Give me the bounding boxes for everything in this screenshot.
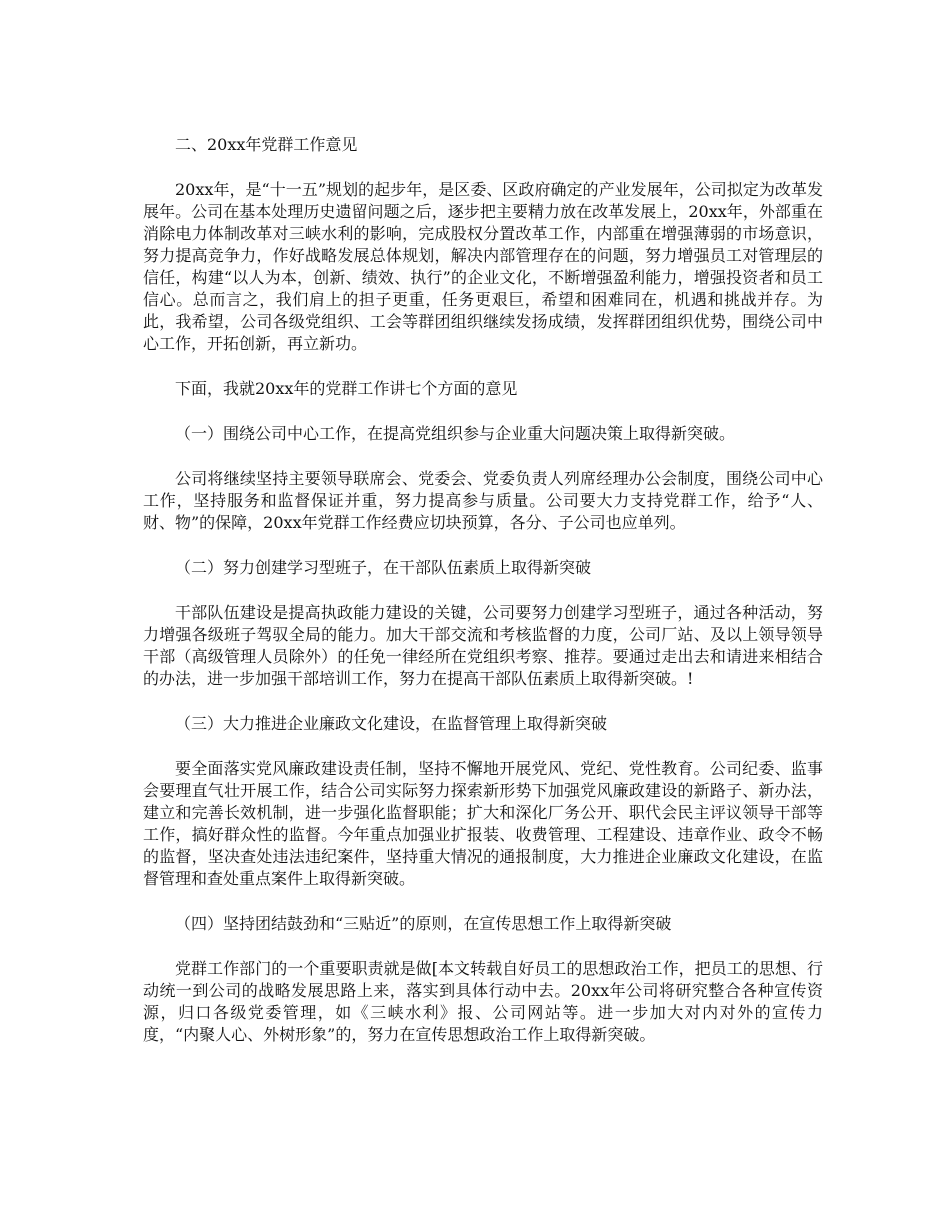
intro-line: 下面，我就20xx年的党群工作讲七个方面的意见 [175, 379, 518, 398]
section-heading: 二、20xx年党群工作意见 [175, 135, 358, 154]
subsection-heading-4: （四）坚持团结鼓劲和“三贴近”的原则，在宣传思想工作上取得新突破 [175, 914, 672, 933]
body-paragraph: 党群工作部门的一个重要职责就是做[本文转载自好员工的思想政治工作，把员工的思想、行动统一到公司的战略发展思路上来，落实到具体行动中去。20xx年公司将研究整合各种宣传资源，归口各级党委管理，如《三峡水利》报、公司网站等。进一步加大对内对外的宣传力度，“内聚人心、外树形象”的，努力在宣传思想政治工作上取得新突破。 [143, 959, 823, 1044]
body-paragraph: 要全面落实党风廉政建设责任制，坚持不懈地开展党风、党纪、党性教育。公司纪委、监事会要理直气壮开展工作，结合公司实际努力探索新形势下加强党风廉政建设的新路子、新办法，建立和完善长效机制，进一步强化监督职能；扩大和深化厂务公开、职代会民主评议领导干部等工作，搞好群众性的监督。今年重点加强业扩报装、收费管理、工程建设、违章作业、政令不畅的监督，坚决查处违法违纪案件，坚持重大情况的通报制度，大力推进企业廉政文化建设，在监督管理和查处重点案件上取得新突破。 [143, 759, 823, 888]
subsection-heading-3: （三）大力推进企业廉政文化建设，在监督管理上取得新突破 [175, 714, 608, 733]
subsection-heading-1: （一）围绕公司中心工作，在提高党组织参与企业重大问题决策上取得新突破。 [175, 424, 736, 443]
body-paragraph: 20xx年，是“十一五”规划的起步年，是区委、区政府确定的产业发展年，公司拟定为改革发展年。公司在基本处理历史遗留问题之后，逐步把主要精力放在改革发展上，20xx年，外部重在消除电力体制改革对三峡水利的影响，完成股权分置改革工作，内部重在增强薄弱的市场意识，努力提高竞争力，作好战略发展总体规划，解决内部管理存在的问题，努力增强员工对管理层的信任，构建“以人为本，创新、绩效、执行”的企业文化，不断增强盈利能力，增强投资者和员工信心。总而言之，我们肩上的担子更重，任务更艰巨，希望和困难同在，机遇和挑战并存。为此，我希望，公司各级党组织、工会等群团组织继续发扬成绩，发挥群团组织优势，围绕公司中心工作，开拓创新，再立新功。 [143, 180, 823, 353]
body-paragraph: 公司将继续坚持主要领导联席会、党委会、党委负责人列席经理办公会制度，围绕公司中心工作，坚持服务和监督保证并重，努力提高参与质量。公司要大力支持党群工作，给予“人、财、物”的保障，20xx年党群工作经费应切块预算，各分、子公司也应单列。 [143, 469, 823, 532]
subsection-heading-2: （二）努力创建学习型班子，在干部队伍素质上取得新突破 [175, 558, 592, 577]
document-body [143, 134, 823, 1069]
body-paragraph: 干部队伍建设是提高执政能力建设的关键，公司要努力创建学习型班子，通过各种活动，努力增强各级班子驾驭全局的能力。加大干部交流和考核监督的力度，公司厂站、及以上领导领导干部（高级管理人员除外）的任免一律经所在党组织考察、推荐。要通过走出去和请进来相结合的办法，进一步加强干部培训工作，努力在提高干部队伍素质上取得新突破。! [143, 603, 823, 688]
